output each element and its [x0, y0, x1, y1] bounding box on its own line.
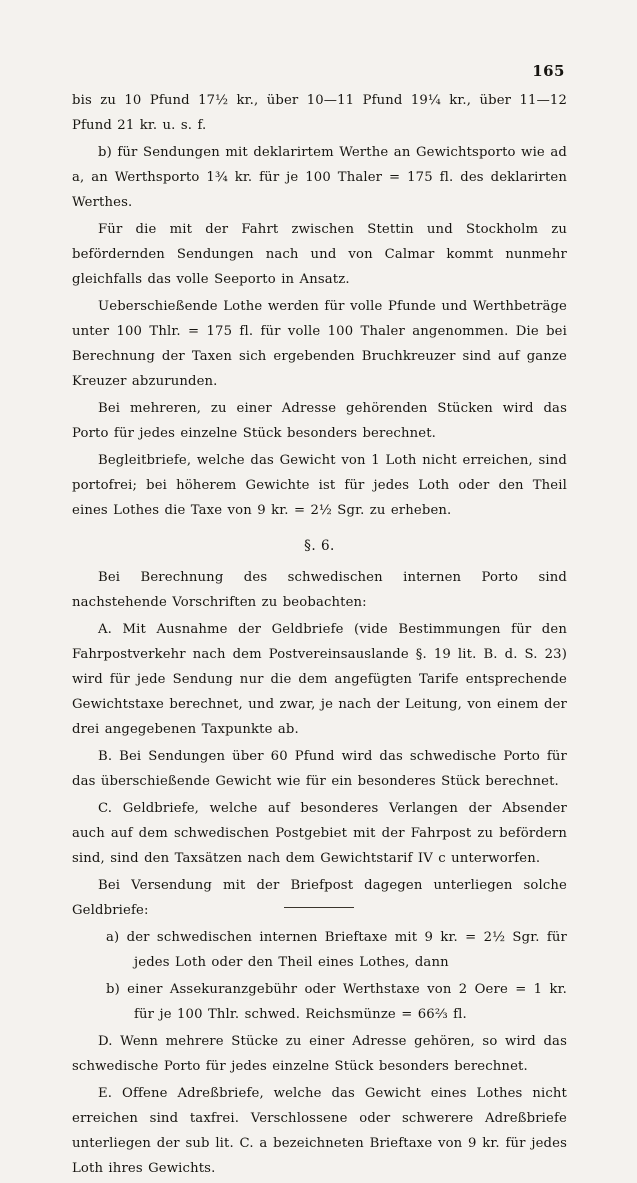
paragraph-swedish-internal-intro: Bei Berechnung des schwedischen internen Porto sind nachstehende Vorschriften zu beobachten: — [72, 570, 567, 610]
paragraph-item-b-value: b) für Sendungen mit deklarirtem Werthe an Gewichtsporto wie ad a, an Werthsporto 1¾ kr. für je 100 Thaler = 175 fl. des deklarirten Werthes. — [72, 145, 567, 210]
paragraph-item-a: a) der schwedischen internen Brieftaxe mit 9 kr. = 2½ Sgr. für jedes Loth oder den Theil eines Lothes, dann — [106, 930, 567, 970]
paragraph-multiple-pieces: Bei mehreren, zu einer Adresse gehörenden Stücken wird das Porto für jedes einzelne Stück besonders berechnet. — [72, 401, 567, 441]
page-number: 165 — [532, 62, 565, 80]
paragraph-rounding: Ueberschießende Lothe werden für volle Pfunde und Werthbeträge unter 100 Thlr. = 175 fl. für volle 100 Thaler angenommen. Die bei Berechnung der Taxen sich ergebenden Bruchkreuzer sind auf ganze Kreuzer abzurunden. — [72, 299, 567, 389]
paragraph-weight-rates: bis zu 10 Pfund 17½ kr., über 10—11 Pfund 19¼ kr., über 11—12 Pfund 21 kr. u. s. f. — [72, 93, 567, 133]
paragraph-briefpost-intro: Bei Versendung mit der Briefpost dagegen unterliegen solche Geldbriefe: — [72, 878, 567, 918]
paragraph-item-A: A. Mit Ausnahme der Geldbriefe (vide Bestimmungen für den Fahrpostverkehr nach dem Postvereinsauslande §. 19 lit. B. d. S. 23) wird für jede Sendung nur die dem angefügten Tarife entsprechende Gewichtstaxe berechnet, und zwar, je nach der Leitung, von einem der drei angegebenen Taxpunkte ab. — [72, 622, 567, 737]
paragraph-item-b: b) einer Assekuranzgebühr oder Werthstaxe von 2 Oere = 1 kr. für je 100 Thlr. schwed. Reichsmünze = 66⅔ fl. — [106, 982, 567, 1022]
bottom-divider — [284, 907, 354, 908]
paragraph-stettin-stockholm: Für die mit der Fahrt zwischen Stettin und Stockholm zu befördernden Sendungen nach und von Calmar kommt nunmehr gleichfalls das volle Seeporto in Ansatz. — [72, 222, 567, 287]
paragraph-item-D: D. Wenn mehrere Stücke zu einer Adresse gehören, so wird das schwedische Porto für jedes einzelne Stück besonders berechnet. — [72, 1034, 567, 1074]
document-body — [72, 88, 567, 1183]
section-heading: §. 6. — [304, 538, 335, 554]
paragraph-accompanying-letters: Begleitbriefe, welche das Gewicht von 1 Loth nicht erreichen, sind portofrei; bei höherem Gewichte ist für jedes Loth oder den Theil eines Lothes die Taxe von 9 kr. = 2½ Sgr. zu erheben. — [72, 453, 567, 518]
paragraph-item-C: C. Geldbriefe, welche auf besonderes Verlangen der Absender auch auf dem schwedischen Postgebiet mit der Fahrpost zu befördern sind, sind den Taxsätzen nach dem Gewichtstarif IV c unterworfen. — [72, 801, 567, 866]
paragraph-item-B: B. Bei Sendungen über 60 Pfund wird das schwedische Porto für das überschießende Gewicht wie für ein besonderes Stück berechnet. — [72, 749, 567, 789]
paragraph-item-E: E. Offene Adreßbriefe, welche das Gewicht eines Lothes nicht erreichen sind taxfrei. Verschlossene oder schwerere Adreßbriefe unterliegen der sub lit. C. a bezeichneten Brieftaxe von 9 kr. für jedes Loth ihres Gewichts. — [72, 1086, 567, 1176]
